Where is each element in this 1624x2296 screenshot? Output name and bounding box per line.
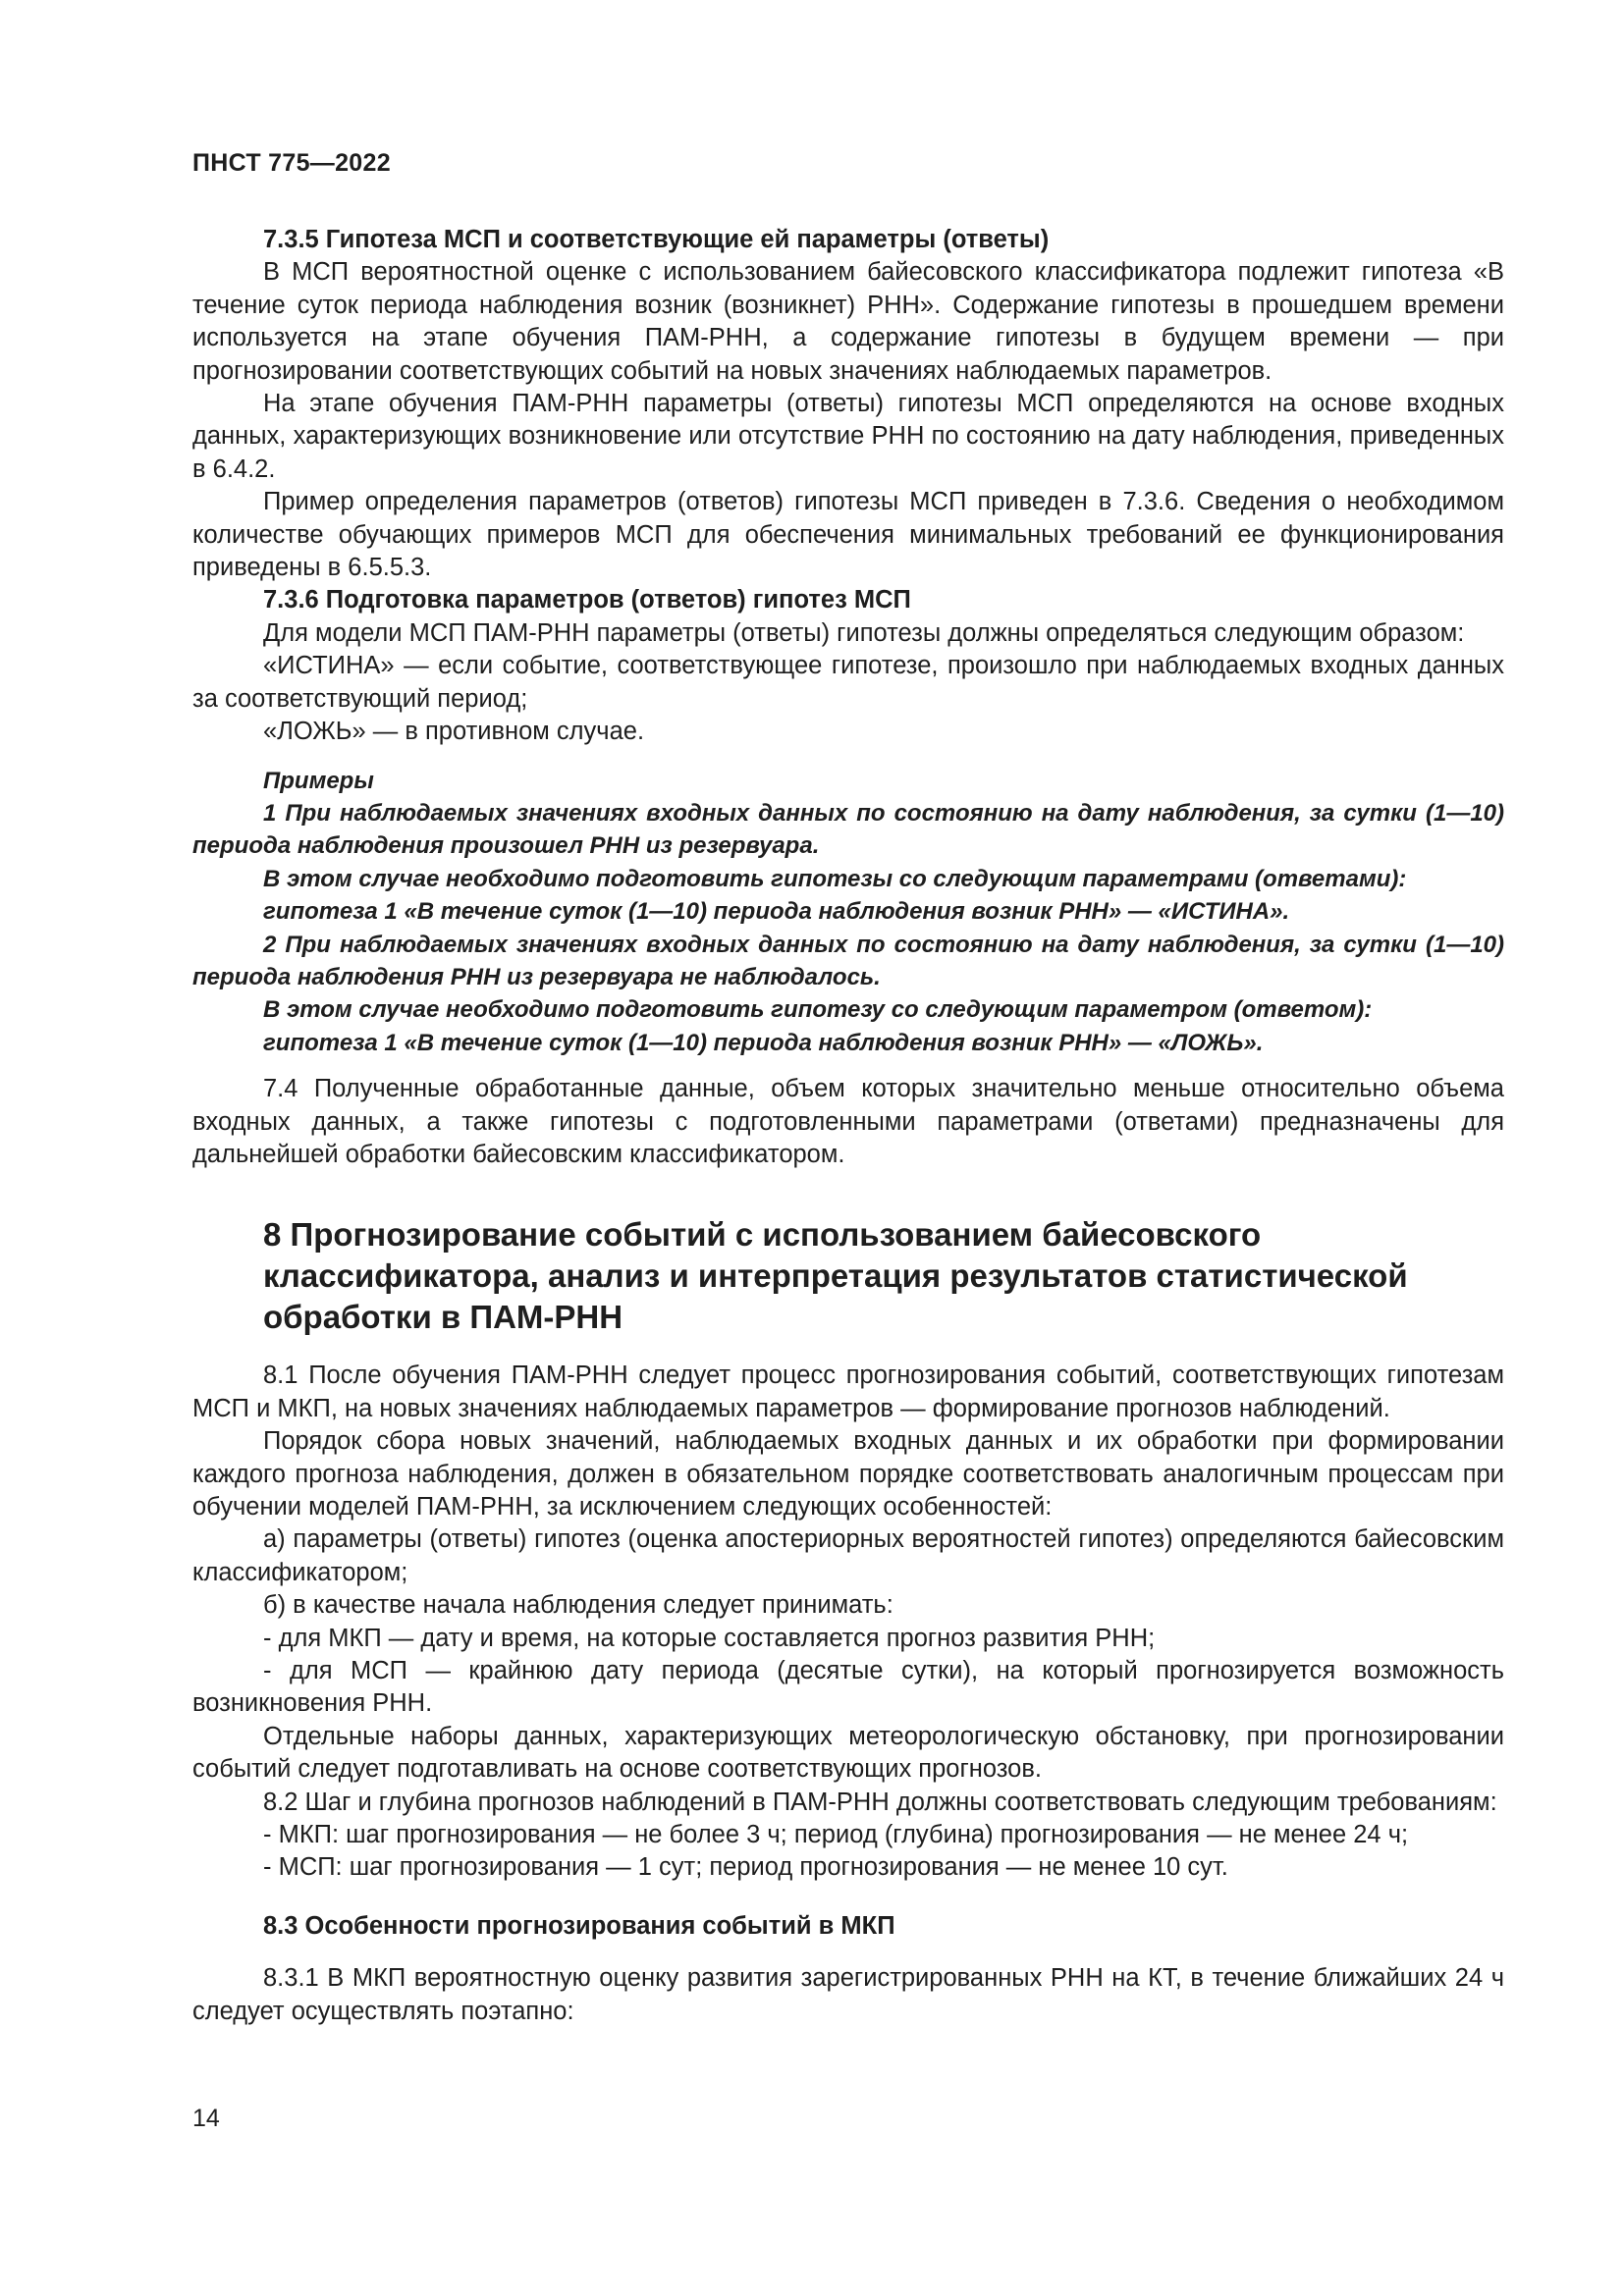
paragraph: 8.3.1 В МКП вероятностную оценку развития зарегистрированных РНН на КТ, в течение ближайших 24 ч следует осуществлять поэтапно: (192, 1964, 1504, 2025)
example-line: 1 При наблюдаемых значениях входных данных по состоянию на дату наблюдения, за сутки (1—10) периода наблюдения произошел РНН из резервуара. (192, 799, 1504, 860)
example-line: гипотеза 1 «В течение суток (1—10) периода наблюдения возник РНН» — «ИСТИНА». (263, 898, 1290, 926)
page-number: 14 (192, 2105, 220, 2132)
example-line: В этом случае необходимо подготовить гипотезу со следующим параметром (ответом): (263, 996, 1373, 1024)
list-item: а) параметры (ответы) гипотез (оценка апостериорных вероятностей гипотез) определяются байесовским классификатором; (192, 1525, 1504, 1586)
paragraph: Для модели МСП ПАМ-РНН параметры (ответы) гипотезы должны определяться следующим образом: (263, 618, 1465, 647)
list-item: - МКП: шаг прогнозирования — не более 3 ч; период (глубина) прогнозирования — не менее 24 ч; (263, 1821, 1409, 1849)
list-item: - МСП: шаг прогнозирования — 1 сут; период прогнозирования — не менее 10 сут. (263, 1853, 1228, 1882)
examples-title: Примеры (263, 767, 374, 794)
paragraph: «ИСТИНА» — если событие, соответствующее гипотезе, произошло при наблюдаемых входных данных за соответствующий период; (192, 652, 1504, 713)
paragraph: 8.1 После обучения ПАМ-РНН следует процесс прогнозирования событий, соответствующих гипотезам МСП и МКП, на новых значениях наблюдаемых параметров — формирование прогнозов наблюдений. (192, 1362, 1504, 1422)
paragraph: 8.2 Шаг и глубина прогнозов наблюдений в ПАМ-РНН должны соответствовать следующим требованиям: (263, 1788, 1497, 1816)
list-item: - для МКП — дату и время, на которые составляется прогноз развития РНН; (263, 1624, 1156, 1652)
section-8-title: 8 Прогнозирование событий с использованием байесовского классификатора, анализ и интерпретация результатов статистической обработки в ПАМ-РНН (263, 1216, 1408, 1336)
list-item: б) в качестве начала наблюдения следует принимать: (263, 1591, 893, 1620)
section-7-3-6-heading: 7.3.6 Подготовка параметров (ответов) гипотез МСП (263, 586, 911, 614)
example-line: гипотеза 1 «В течение суток (1—10) периода наблюдения возник РНН» — «ЛОЖЬ». (263, 1029, 1264, 1056)
section-8-3-heading: 8.3 Особенности прогнозирования событий в МКП (263, 1911, 895, 1940)
paragraph: Отдельные наборы данных, характеризующих метеорологическую обстановку, при прогнозировании событий следует подготавливать на основе соответствующих прогнозов. (192, 1722, 1504, 1784)
paragraph: В МСП вероятностной оценке с использованием байесовского классификатора подлежит гипотеза «В течение суток периода наблюдения возник (возникнет) РНН». Содержание гипотезы в прошедшем времени используется на этапе обучения ПАМ-РНН, а содержание гипотезы в будущем времени — при прогнозировании соответствующих событий на новых значениях наблюдаемых параметров. (192, 258, 1504, 385)
paragraph: Пример определения параметров (ответов) гипотезы МСП приведен в 7.3.6. Сведения о необходимом количестве обучающих примеров МСП для обеспечения минимальных требований ее функционирования приведены в 6.5.5.3. (192, 488, 1504, 582)
paragraph-7-4: 7.4 Полученные обработанные данные, объем которых значительно меньше относительно объема входных данных, а также гипотезы с подготовленными параметрами (ответами) предназначены для дальнейшей обработки байесовским классификатором. (192, 1075, 1504, 1168)
section-7-3-5-heading: 7.3.5 Гипотеза МСП и соответствующие ей параметры (ответы) (263, 226, 1050, 253)
list-item: - для МСП — крайнюю дату периода (десятые сутки), на который прогнозируется возможность возникновения РНН. (192, 1657, 1504, 1718)
paragraph: «ЛОЖЬ» — в противном случае. (263, 718, 645, 746)
paragraph: На этапе обучения ПАМ-РНН параметры (ответы) гипотезы МСП определяются на основе входных данных, характеризующих возникновение или отсутствие РНН по состоянию на дату наблюдения, приведенных в 6.4.2. (192, 390, 1504, 483)
example-line: В этом случае необходимо подготовить гипотезы со следующим параметрами (ответами): (263, 865, 1407, 892)
document-header-id: ПНСТ 775—2022 (192, 149, 391, 177)
example-line: 2 При наблюдаемых значениях входных данных по состоянию на дату наблюдения, за сутки (1—10) периода наблюдения РНН из резервуара не наблюдалось. (192, 931, 1504, 990)
paragraph: Порядок сбора новых значений, наблюдаемых входных данных и их обработки при формировании каждого прогноза наблюдения, должен в обязательном порядке соответствовать аналогичным процессам при обучении моделей ПАМ-РНН, за исключением следующих особенностей: (192, 1427, 1504, 1521)
page-body (192, 224, 1504, 2028)
